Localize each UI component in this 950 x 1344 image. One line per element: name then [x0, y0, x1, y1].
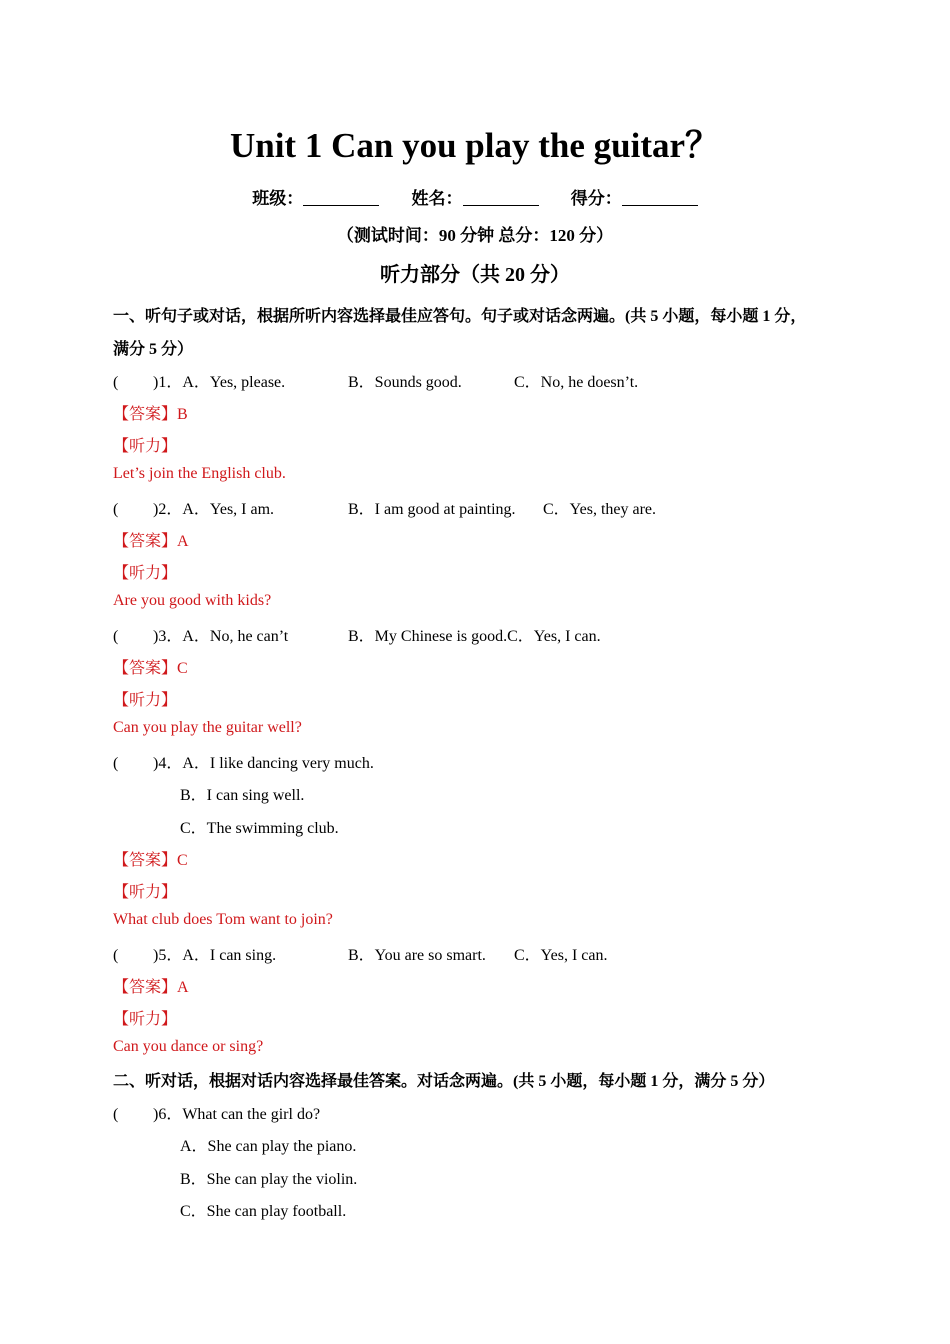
answer-2: 【答案】A	[113, 533, 189, 550]
score-label: 得分：	[570, 189, 622, 208]
question-2	[113, 496, 656, 519]
listening-label-4: 【听力】	[113, 884, 178, 901]
option-a: )2．A．Yes, I am.	[153, 501, 275, 518]
name-label: 姓名：	[411, 189, 463, 208]
option-b-c: B．My Chinese is good.C．Yes, I can.	[348, 628, 601, 645]
option-a: )4．A．I like dancing very much.	[153, 755, 374, 772]
answer-1: 【答案】B	[113, 406, 188, 423]
answer-4: 【答案】C	[113, 852, 188, 869]
class-blank	[303, 189, 379, 206]
question-1	[113, 369, 638, 392]
question-4-option-c: C．The swimming club.	[180, 820, 339, 837]
option-c: C．Yes, they are.	[543, 501, 657, 518]
part2-instruction: 二、听对话，根据对话内容选择最佳答案。对话念两遍。(共 5 小题，每小题 1 分，满分 5 分）	[113, 1073, 775, 1090]
option-a: )3．A．No, he can’t	[153, 628, 289, 645]
listening-label-1: 【听力】	[113, 438, 178, 455]
question-6-option-a: A．She can play the piano.	[180, 1138, 357, 1155]
class-field	[252, 189, 379, 208]
answer-paren: (	[113, 755, 119, 772]
listening-label-2: 【听力】	[113, 565, 178, 582]
answer-3: 【答案】C	[113, 660, 188, 677]
question-6-option-c: C．She can play football.	[180, 1203, 347, 1220]
listening-label-5: 【听力】	[113, 1011, 178, 1028]
section-title: 听力部分（共 20 分）	[380, 264, 570, 286]
question-5	[113, 942, 608, 965]
listening-script-2: Are you good with kids?	[113, 592, 272, 609]
answer-paren: (	[113, 374, 119, 391]
option-b: B．You are so smart.	[348, 947, 486, 964]
score-field	[571, 189, 698, 208]
question-3	[113, 623, 601, 646]
answer-paren: (	[113, 947, 119, 964]
student-info-row	[0, 184, 950, 209]
page-title: Unit 1 Can you play the guitar？	[229, 126, 721, 165]
score-blank	[622, 189, 698, 206]
option-a: )1．A．Yes, please.	[153, 374, 286, 391]
part1-instruction-line2: 满分 5 分）	[113, 341, 194, 358]
answer-paren: (	[113, 628, 119, 645]
option-a: )5．A．I can sing.	[153, 947, 277, 964]
class-label: 班级：	[252, 189, 304, 208]
answer-paren: (	[113, 501, 119, 518]
question-6-stem: )6．What can the girl do?	[153, 1106, 321, 1123]
question-4-option-b: B．I can sing well.	[180, 787, 305, 804]
part1-instruction-line1: 一、听句子或对话，根据所听内容选择最佳应答句。句子或对话念两遍。(共 5 小题，每小题 1 分，	[113, 308, 807, 325]
name-field	[412, 189, 539, 208]
listening-script-5: Can you dance or sing?	[113, 1038, 264, 1055]
question-4	[113, 750, 374, 773]
listening-script-3: Can you play the guitar well?	[113, 719, 302, 736]
question-6	[113, 1101, 320, 1124]
answer-5: 【答案】A	[113, 979, 189, 996]
question-6-option-b: B．She can play the violin.	[180, 1171, 358, 1188]
option-b: B．I am good at painting.	[348, 501, 516, 518]
name-blank	[463, 189, 539, 206]
test-time-info: （测试时间：90 分钟 总分：120 分）	[336, 226, 614, 245]
listening-label-3: 【听力】	[113, 692, 178, 709]
listening-script-4: What club does Tom want to join?	[113, 911, 333, 928]
answer-paren: (	[113, 1106, 119, 1123]
option-c: C．No, he doesn’t.	[514, 374, 639, 391]
option-c: C．Yes, I can.	[514, 947, 608, 964]
option-b: B．Sounds good.	[348, 374, 462, 391]
listening-script-1: Let’s join the English club.	[113, 465, 286, 482]
